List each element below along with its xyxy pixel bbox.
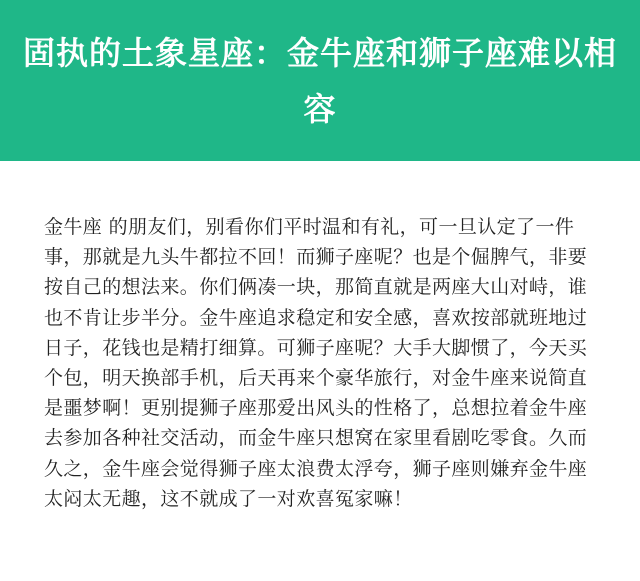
page-title: 固执的土象星座：金牛座和狮子座难以相容	[22, 33, 617, 128]
article-body: 金牛座 的朋友们，别看你们平时温和有礼，可一旦认定了一件事，那就是九头牛都拉不回！而狮子座呢？也是个倔脾气，非要按自己的想法来。你们俩凑一块，那简直就是两座大山对峙，谁也不肯让步半分。金牛座追求稳定和安全感，喜欢按部就班地过日子，花钱也是精打细算。可狮子座呢？大手大脚惯了，今天买个包，明天换部手机，后天再来个豪华旅行，对金牛座来说简直是噩梦啊！更别提狮子座那爱出风头的性格了，总想拉着金牛座去参加各种社交活动，而金牛座只想窝在家里看剧吃零食。久而久之，金牛座会觉得狮子座太浪费太浮夸，狮子座则嫌弃金牛座太闷太无趣，这不就成了一对欢喜冤家嘛！	[44, 216, 588, 510]
title-banner	[0, 0, 640, 161]
